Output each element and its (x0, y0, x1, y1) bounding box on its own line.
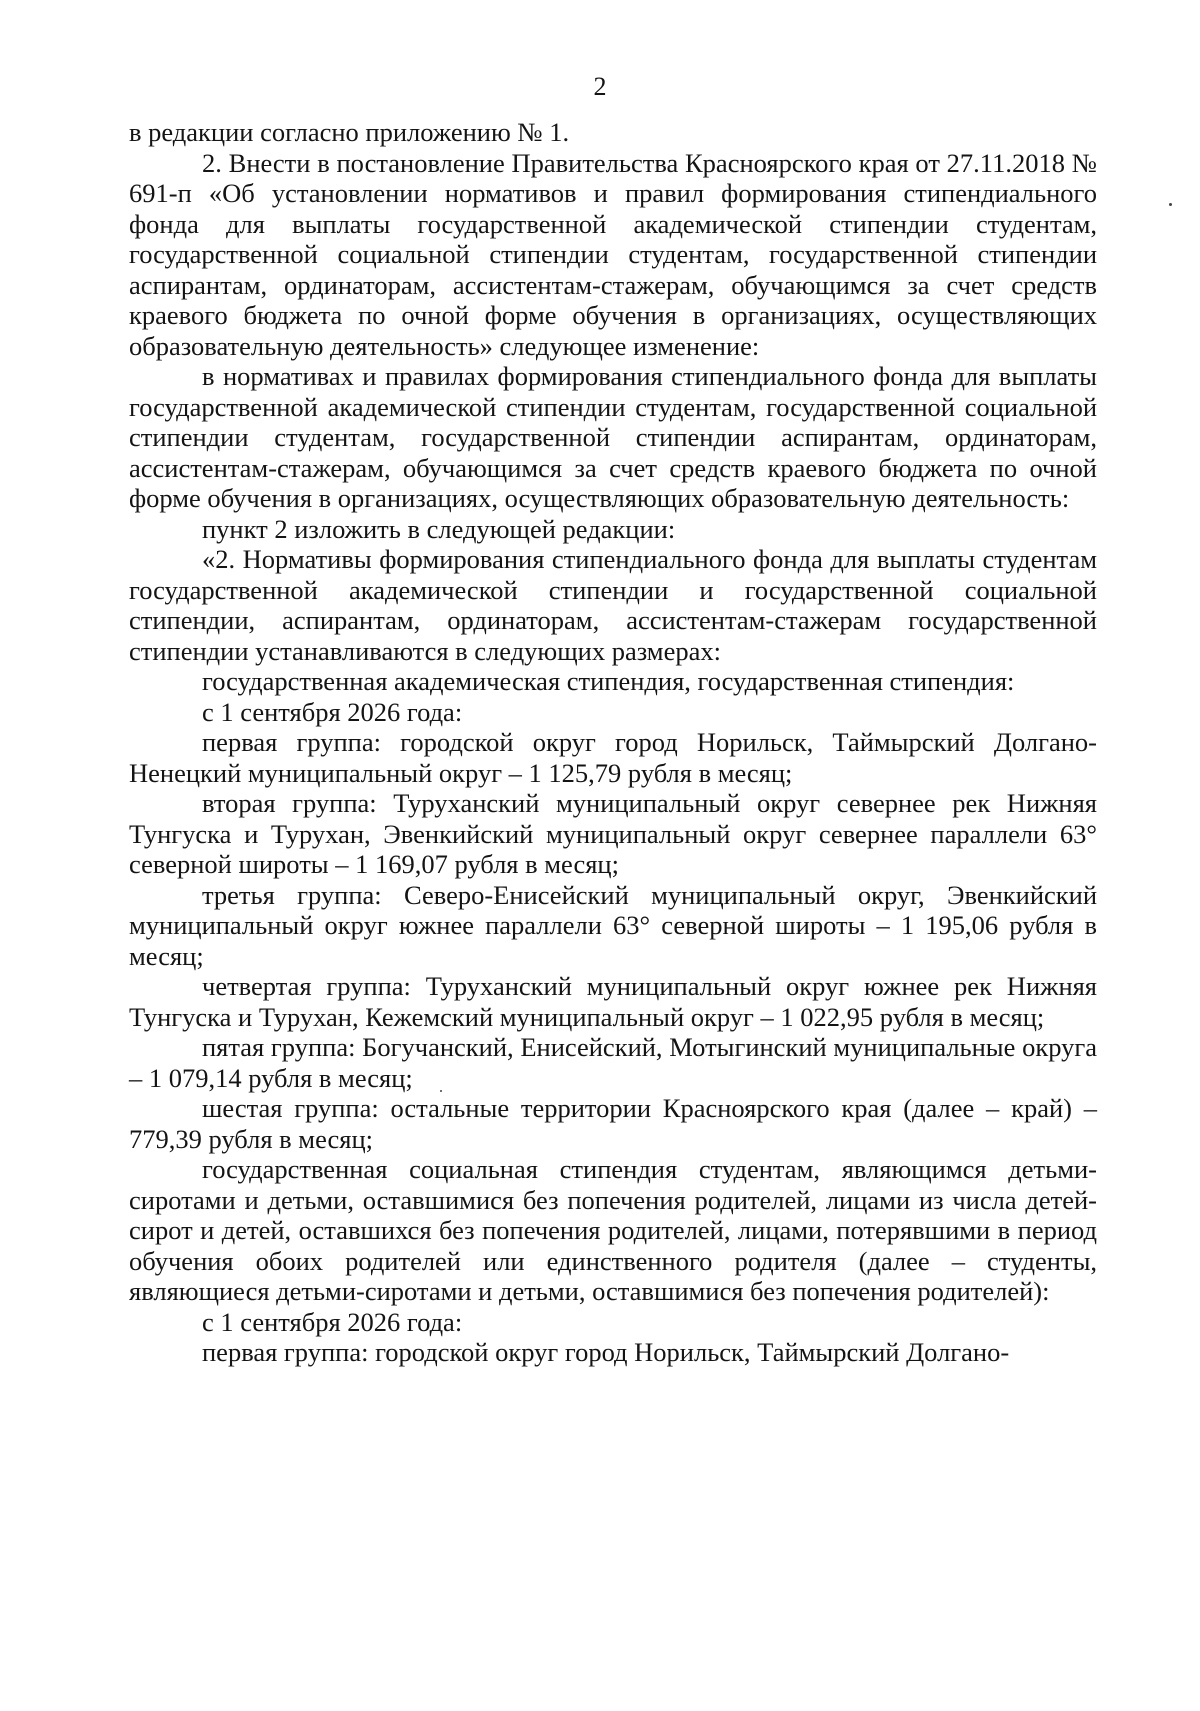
paragraph-group-3: третья группа: Северо-Енисейский муниципальный округ, Эвенкийский муниципальный округ южнее параллели 63° северной широты – 1 195,06 рубля в месяц; (129, 879, 1097, 971)
page-number: 2 (593, 72, 607, 101)
scan-speck (1169, 203, 1172, 206)
paragraph-date-heading-2: с 1 сентября 2026 года: (202, 1306, 463, 1337)
paragraph-group-4: четвертая группа: Туруханский муниципальный округ южнее рек Нижняя Тунгуска и Турухан, Кежемский муниципальный округ – 1 022,95 рубля в месяц; (129, 971, 1097, 1032)
paragraph-group-6: шестая группа: остальные территории Красноярского края (далее – край) – 779,39 рубля в месяц; (129, 1093, 1097, 1154)
paragraph-continuation: в редакции согласно приложению № 1. (129, 117, 570, 147)
scan-speck (440, 1090, 442, 1092)
paragraph-item-2: 2. Внести в постановление Правительства Красноярского края от 27.11.2018 № 691-п «Об установлении нормативов и правил формирования стипендиального фонда для выплаты государственной академической стипендии студентам, государственной социальной стипендии студентам, государственной стипендии аспирантам, ординаторам, ассистентам-стажерам, обучающимся за счет средств краевого бюджета по очной форме обучения в организациях, осуществляющих образовательную деятельность» следующее изменение: (129, 147, 1097, 361)
document-body (129, 117, 1097, 1368)
paragraph-group-1-continued: первая группа: городской округ город Норильск, Таймырский Долгано- (202, 1337, 1010, 1367)
paragraph-group-5: пятая группа: Богучанский, Енисейский, Мотыгинский муниципальные округа – 1 079,14 рубля в месяц; (129, 1032, 1097, 1093)
paragraph-point-2-instruction: пункт 2 изложить в следующей редакции: (202, 513, 676, 544)
paragraph-date-heading: с 1 сентября 2026 года: (202, 696, 463, 727)
paragraph-group-2: вторая группа: Туруханский муниципальный округ севернее рек Нижняя Тунгуска и Турухан, Эвенкийский муниципальный округ севернее параллели 63° северной широты – 1 169,07 рубля в месяц; (129, 788, 1097, 879)
paragraph-group-1: первая группа: городской округ город Норильск, Таймырский Долгано-Ненецкий муниципальный округ – 1 125,79 рубля в месяц; (129, 727, 1097, 788)
paragraph-social-heading: государственная социальная стипендия студентам, являющимся детьми-сиротами и детьми, оставшимися без попечения родителей, лицами из числа детей-сирот и детей, оставшихся без попечения родителей, лицами, потерявшими в период обучения обоих родителей или единственного родителя (далее – студенты, являющиеся детьми-сиротами и детьми, оставшимися без попечения родителей): (129, 1154, 1097, 1306)
paragraph-amendment-scope: в нормативах и правилах формирования стипендиального фонда для выплаты государственной академической стипендии студентам, государственной социальной стипендии студентам, государственной стипендии аспирантам, ординаторам, ассистентам-стажерам, обучающимся за счет средств краевого бюджета по очной форме обучения в организациях, осуществляющих образовательную деятельность: (129, 361, 1097, 513)
paragraph-norms-intro: «2. Нормативы формирования стипендиального фонда для выплаты студентам государственной академической стипендии и государственной социальной стипендии, аспирантам, ординаторам, ассистентам-стажерам государственной стипендии устанавливаются в следующих размерах: (129, 544, 1097, 666)
paragraph-academic-heading: государственная академическая стипендия, государственная стипендия: (202, 666, 1015, 696)
